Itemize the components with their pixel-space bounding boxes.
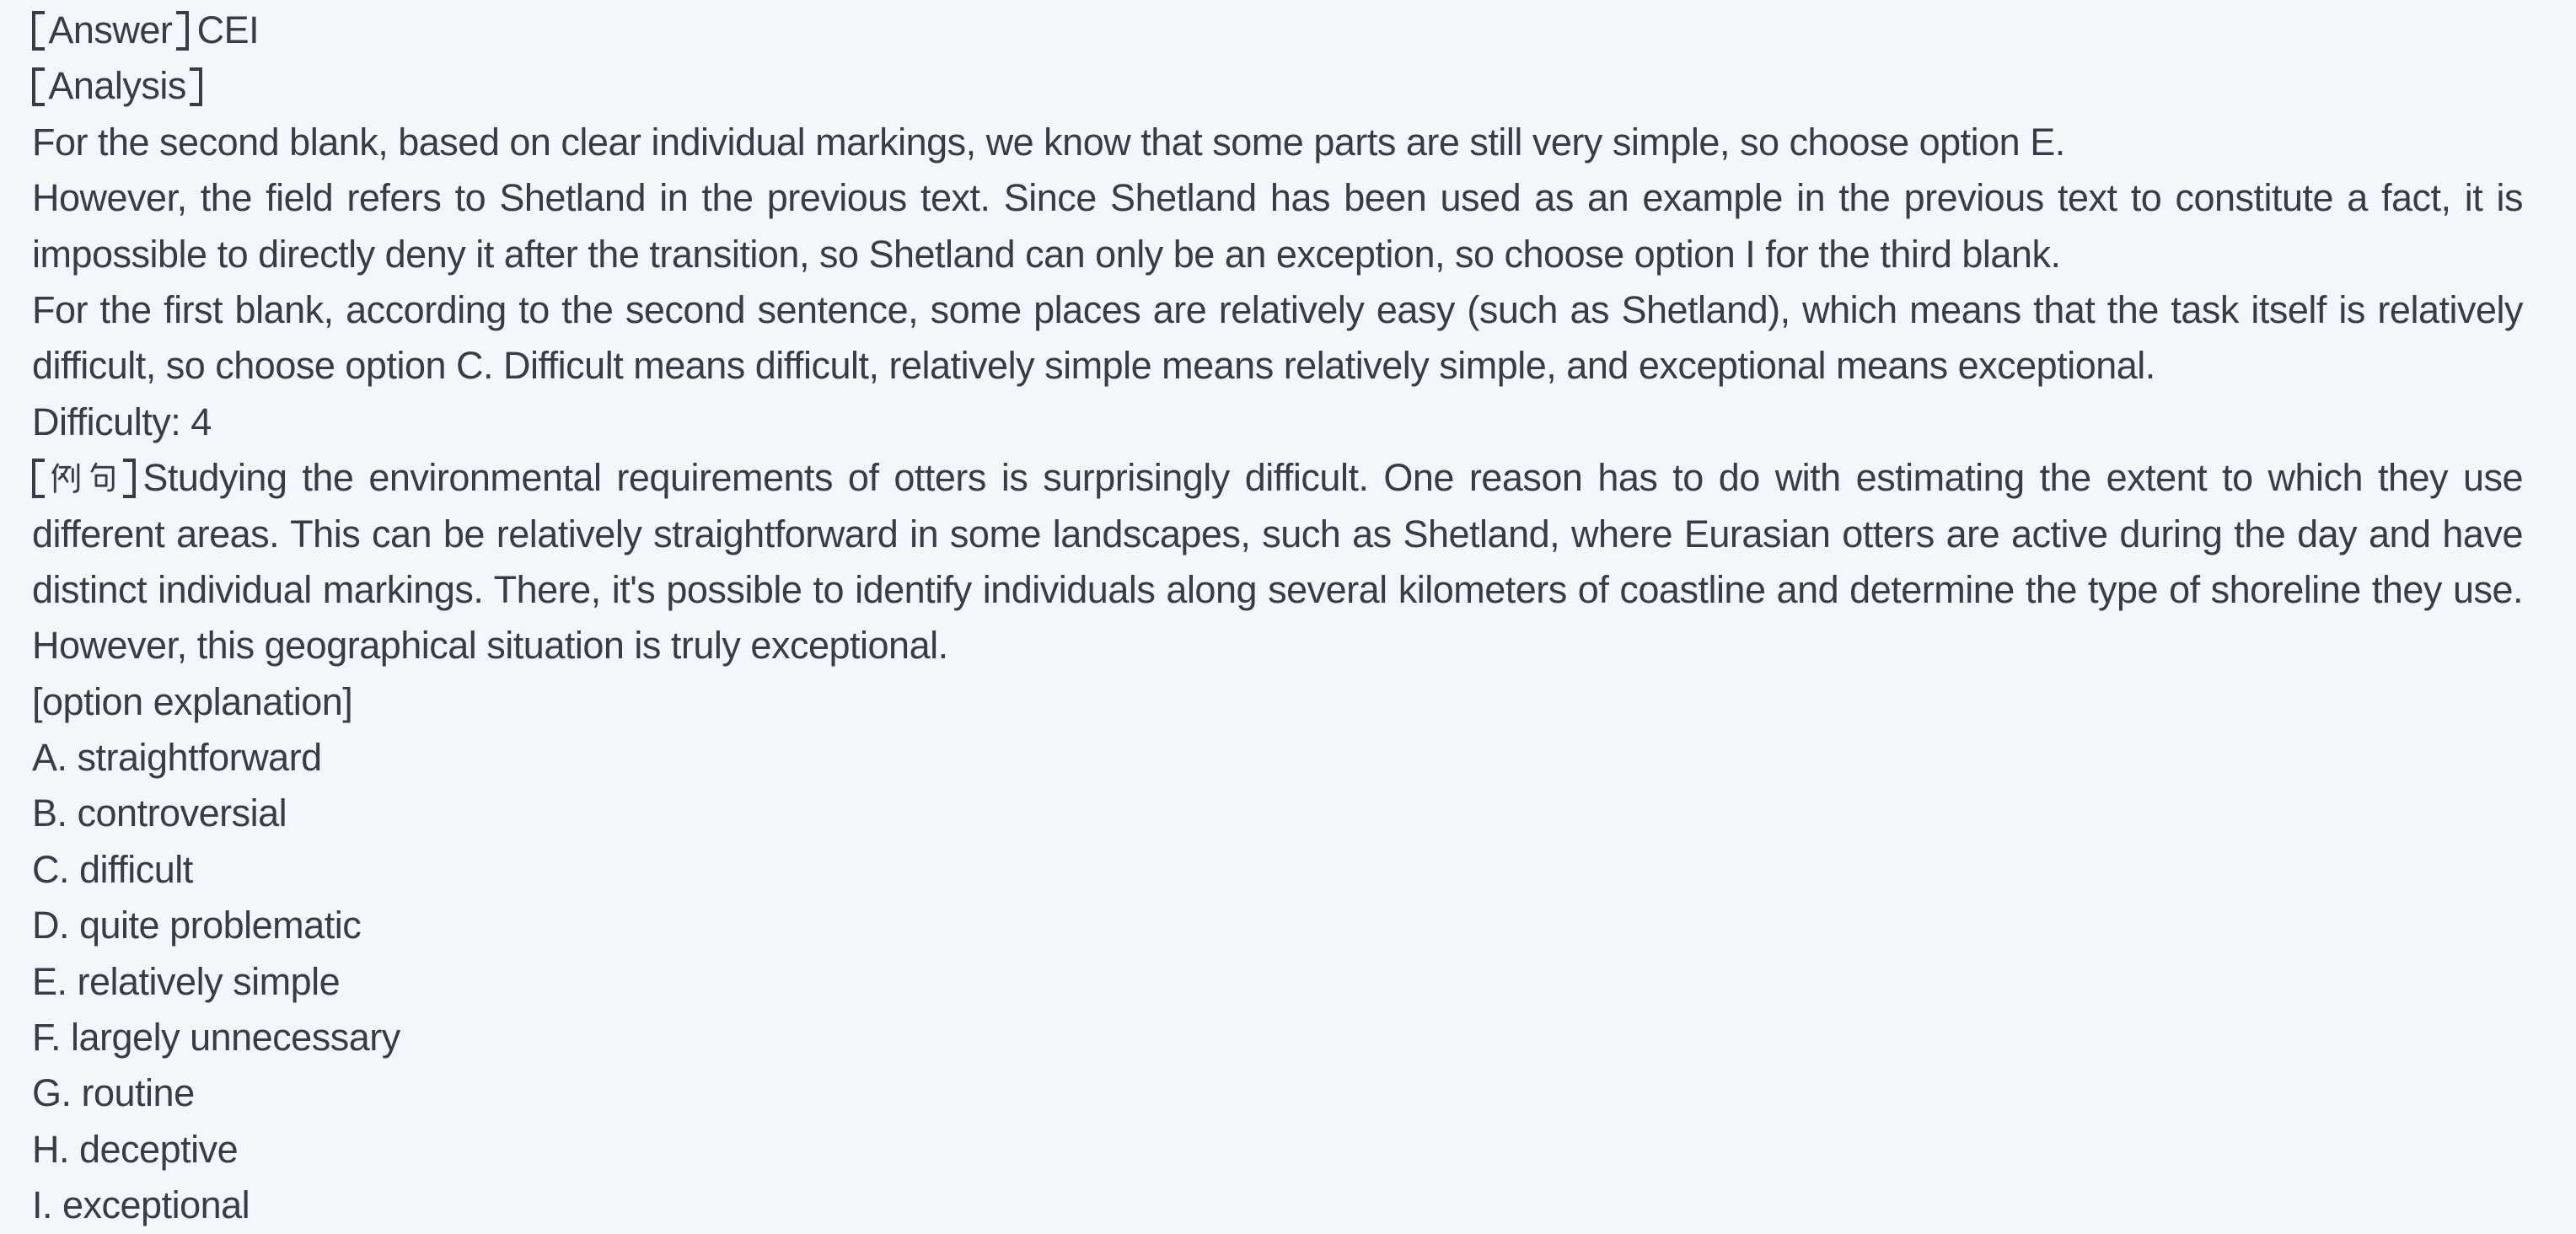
option-line-b: B. controversial (32, 791, 287, 835)
left-lenticular-bracket-icon (32, 459, 45, 498)
answer-line (32, 3, 2523, 58)
analysis-line: For the first blank, according to the second sentence, some places are relatively easy (such as Shetland), which means that the task itself is relatively (32, 287, 2523, 331)
option-line-g: G. routine (32, 1071, 195, 1115)
analysis-label: Analysis (48, 64, 186, 108)
right-lenticular-bracket-icon (190, 67, 202, 107)
example-line: distinct individual markings. There, it's possible to identify individuals along several kilometers of coastline and determine the type of shoreline they use. (32, 567, 2523, 611)
example-sentence-line (32, 450, 2523, 506)
options-header-line: [option explanation] (32, 679, 353, 723)
option-line-c: C. difficult (32, 847, 193, 891)
option-line-a: A. straightforward (32, 736, 322, 780)
option-line-d: D. quite problematic (32, 904, 362, 947)
example-line-text: Studying the environmental requirements of otters is surprisingly difficult. One reason has to do with estimating the extent to which they use (142, 456, 2523, 500)
analysis-line: difficult, so choose option C. Difficult means difficult, relatively simple means relatively simple, and exceptional means exceptional. (32, 344, 2155, 388)
right-lenticular-bracket-icon (176, 11, 189, 51)
option-line-h: H. deceptive (32, 1127, 239, 1171)
analysis-line: impossible to directly deny it after the transition, so Shetland can only be an exception, so choose option I for the third blank. (32, 232, 2061, 276)
right-lenticular-bracket-icon (123, 459, 136, 498)
cjk-char-li-example-icon (49, 461, 83, 496)
difficulty-line: Difficulty: 4 (32, 400, 212, 443)
analysis-line: However, the field refers to Shetland in the previous text. Since Shetland has been used as an example in the previous text to constitute a fact, it is (32, 176, 2523, 220)
option-line-e: E. relatively simple (32, 959, 341, 1003)
left-lenticular-bracket-icon (32, 11, 45, 51)
answer-label: Answer (48, 8, 173, 51)
analysis-line: For the second blank, based on clear individual markings, we know that some parts are still very simple, so choose option E. (32, 120, 2065, 164)
left-lenticular-bracket-icon (32, 67, 45, 107)
option-line-f: F. largely unnecessary (32, 1016, 400, 1060)
answer-value: CEI (196, 8, 260, 51)
analysis-heading-line (32, 58, 2523, 114)
cjk-char-ju-sentence-icon (85, 461, 120, 496)
example-line: different areas. This can be relatively straightforward in some landscapes, such as Shetland, where Eurasian otters are active during the day and have (32, 512, 2523, 555)
option-line-i: I. exceptional (32, 1183, 250, 1227)
example-line: However, this geographical situation is truly exceptional. (32, 624, 948, 668)
